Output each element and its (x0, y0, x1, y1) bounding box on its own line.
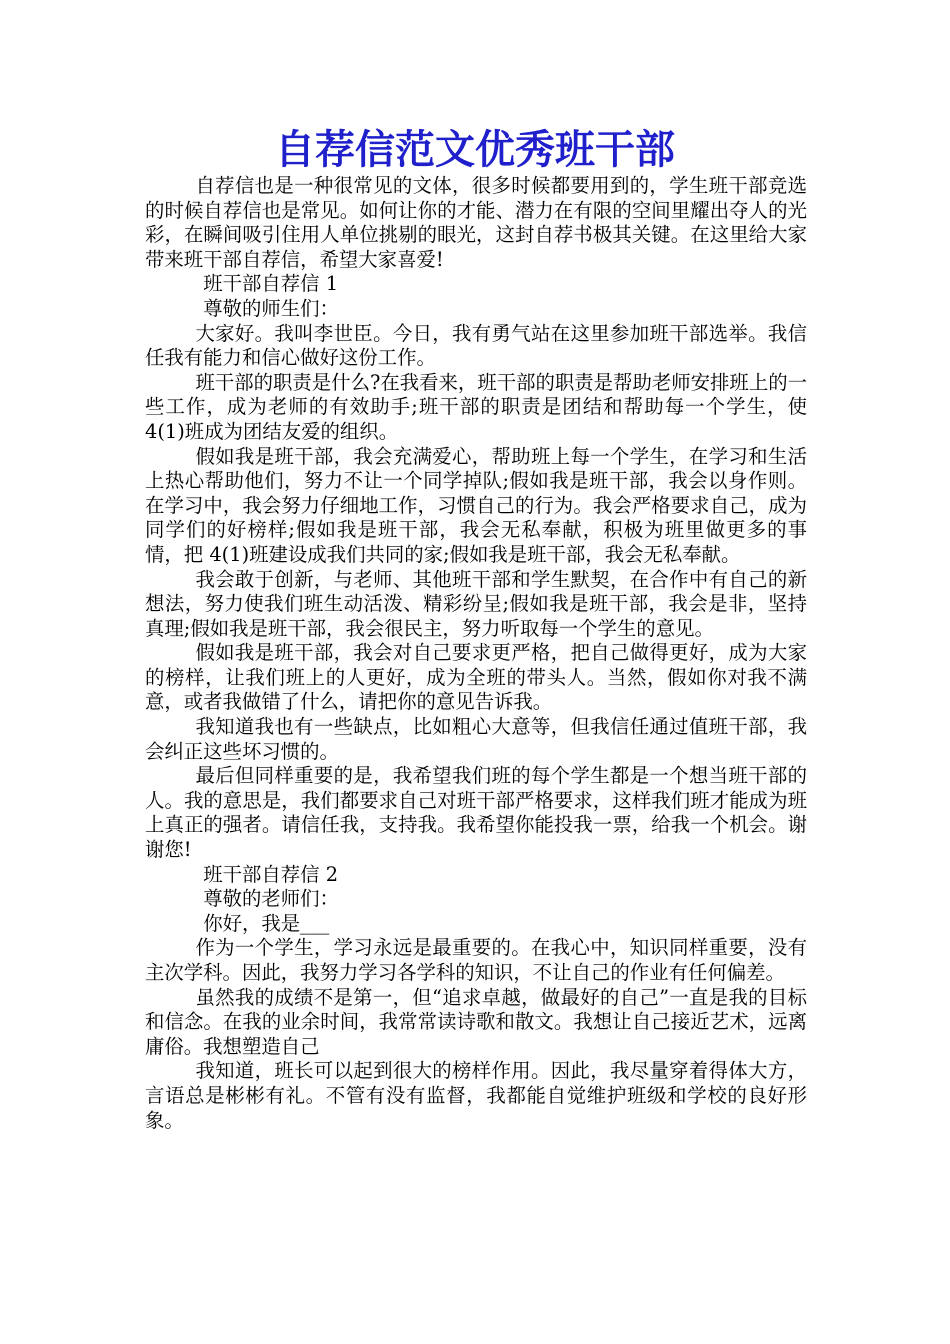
section-label: 班干部自荐信 1 (203, 272, 339, 296)
body-paragraph: 班干部的职责是什么?在我看来，班干部的职责是帮助老师安排班上的一些工作，成为老师的有效助手;班干部的职责是团结和帮助每一个学生，使 4(1)班成为团结友爱的组织。 (145, 370, 807, 443)
body-paragraph: 我知道我也有一些缺点，比如粗心大意等，但我信任通过值班干部，我会纠正这些坏习惯的。 (145, 715, 807, 763)
body-paragraph: 我会敢于创新，与老师、其他班干部和学生默契，在合作中有自己的新想法，努力使我们班生动活泼、精彩纷呈;假如我是班干部，我会是非，坚持真理;假如我是班干部，我会很民主，努力听取每一个学生的意见。 (145, 567, 807, 640)
body-paragraph: 作为一个学生，学习永远是最重要的。在我心中，知识同样重要，没有主次学科。因此，我努力学习各学科的知识，不让自己的作业有任何偏差。 (145, 936, 807, 984)
document-body (145, 174, 807, 1133)
body-paragraph: 大家好。我叫李世臣。今日，我有勇气站在这里参加班干部选举。我信任我有能力和信心做好这份工作。 (145, 321, 807, 370)
body-paragraph: 假如我是班干部，我会对自己要求更严格，把自己做得更好，成为大家的榜样，让我们班上的人更好，成为全班的带头人。当然，假如你对我不满意，或者我做错了什么，请把你的意见告诉我。 (145, 641, 807, 714)
document-title: 自荐信范文优秀班干部 (275, 127, 675, 173)
body-paragraph: 最后但同样重要的是，我希望我们班的每个学生都是一个想当班干部的人。我的意思是，我们都要求自己对班干部严格要求，这样我们班才能成为班上真正的强者。请信任我，支持我。我希望你能投我一票，给我一个机会。谢谢您! (145, 764, 807, 862)
section-label: 尊敬的老师们： (203, 887, 339, 911)
body-paragraph: 假如我是班干部，我会充满爱心，帮助班上每一个学生，在学习和生活上热心帮助他们，努力不让一个同学掉队;假如我是班干部，我会以身作则。在学习中，我会努力仔细地工作，习惯自己的行为。我会严格要求自己，成为同学们的好榜样;假如我是班干部，我会无私奉献，积极为班里做更多的事情，把 4(1)班建设成我们共同的家;假如我是班干部，我会无私奉献。 (145, 444, 807, 566)
section-label: 你好，我是___ (203, 911, 330, 935)
body-paragraph: 自荐信也是一种很常见的文体，很多时候都要用到的，学生班干部竞选的时候自荐信也是常见。如何让你的才能、潜力在有限的空间里耀出夺人的光彩，在瞬间吸引住用人单位挑剔的眼光，这封自荐书极其关键。在这里给大家带来班干部自荐信，希望大家喜爱! (145, 174, 807, 271)
section-label: 班干部自荐信 2 (203, 862, 339, 886)
body-paragraph: 我知道，班长可以起到很大的榜样作用。因此，我尽量穿着得体大方，言语总是彬彬有礼。不管有没有监督，我都能自觉维护班级和学校的良好形象。 (145, 1059, 807, 1132)
body-paragraph: 虽然我的成绩不是第一，但“追求卓越，做最好的自己”一直是我的目标和信念。在我的业余时间，我常常读诗歌和散文。我想让自己接近艺术，远离庸俗。我想塑造自己 (145, 985, 807, 1058)
section-label: 尊敬的师生们： (203, 296, 339, 320)
